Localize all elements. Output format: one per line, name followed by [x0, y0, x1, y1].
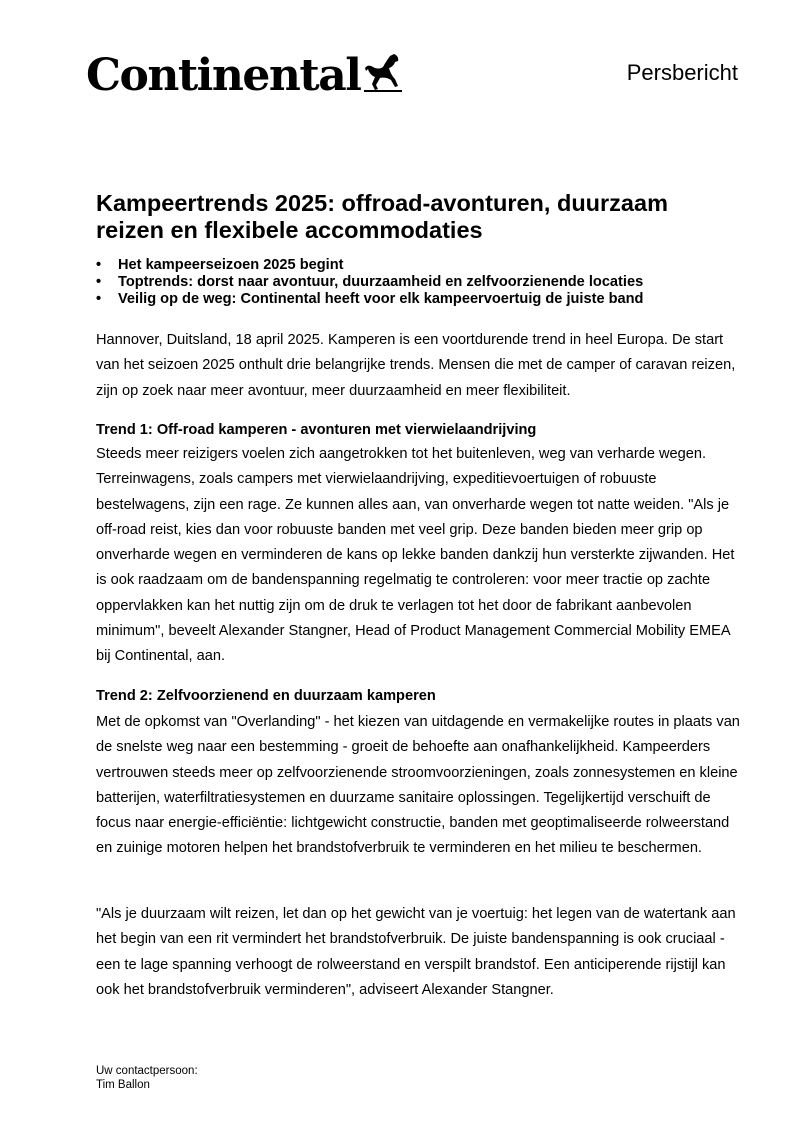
bullet-dot-icon: • — [96, 257, 102, 273]
trend2-heading: Trend 2: Zelfvoorzienend en duurzaam kamperen — [96, 688, 436, 704]
contact-label: Uw contactpersoon: — [96, 1065, 198, 1077]
logo-wordmark: Continental — [86, 50, 361, 101]
trend2-paragraph: Met de opkomst van "Overlanding" - het kiezen van uitdagende en vermakelijke routes in plaats van de snelste weg naar een bestemming - groeit de behoefte aan onafhankelijkheid. Kampeerders vertrouwen steeds meer op zelfvoorzienende stroomvoorzieningen, zoals zonnesystemen en kleine batterijen, waterfiltratiesystemen en duurzame sanitaire oplossingen. Tegelijkertijd verschuift de focus naar energie-efficiëntie: lichtgewicht constructie, banden met geoptimaliseerde rolweerstand en zuinige motoren helpen het brandstofverbruik te verminderen en het milieu te beschermen. — [96, 714, 740, 857]
trend1-heading: Trend 1: Off-road kamperen - avonturen met vierwielaandrijving — [96, 422, 537, 438]
article-title: Kampeertrends 2025: offroad-avonturen, duurzaam reizen en flexibele accommodaties — [96, 190, 668, 243]
intro-paragraph: Hannover, Duitsland, 18 april 2025. Kamperen is een voortdurende trend in heel Europa. De start van het seizoen 2025 onthult drie belangrijke trends. Mensen die met de camper of caravan reizen, zijn op zoek naar meer avontuur, meer duurzaamheid en meer flexibiliteit. — [96, 332, 736, 399]
bullet-dot-icon: • — [96, 291, 102, 307]
quote-paragraph: "Als je duurzaam wilt reizen, let dan op het gewicht van je voertuig: het legen van de watertank aan het begin van een rit vermindert het brandstofverbruik. De juiste bandenspanning is ook cruciaal - een te lage spanning verhoogt de rolweerstand en verspilt brandstof. Een anticiperende rijstijl kan ook het brandstofverbruik verminderen", adviseert Alexander Stangner. — [96, 906, 736, 998]
bullet-dot-icon: • — [96, 274, 102, 290]
highlights-list — [96, 257, 746, 308]
document-type-label: Persbericht — [626, 60, 738, 85]
contact-block — [96, 1064, 198, 1092]
prancing-horse-icon — [364, 52, 402, 92]
continental-logo — [86, 40, 402, 101]
highlight-item: • Veilig op de weg: Continental heeft voor elk kampeervoertuig de juiste band — [96, 291, 644, 307]
highlight-item: • Toptrends: dorst naar avontuur, duurzaamheid en zelfvoorzienende locaties — [96, 274, 644, 290]
contact-name: Tim Ballon — [96, 1079, 150, 1091]
trend1-paragraph: Steeds meer reizigers voelen zich aangetrokken tot het buitenleven, weg van verharde wegen. Terreinwagens, zoals campers met vierwielaandrijving, expeditievoertuigen of robuuste bestelwagens, zijn een rage. Ze kunnen alles aan, van onverharde wegen tot natte weiden. "Als je off-road reist, kies dan voor robuuste banden met veel grip. Deze banden bieden meer grip op onverharde wegen en verminderen de kans op lekke banden dankzij hun versterkte zijwanden. Het is ook raadzaam om de bandenspanning regelmatig te controleren: voor meer tractie op zachte oppervlakken kan het nuttig zijn om de druk te verlagen tot het door de fabrikant aanbevolen minimum", beveelt Alexander Stangner, Head of Product Management Commercial Mobility EMEA bij Continental, aan. — [96, 446, 735, 665]
highlight-item: • Het kampeerseizoen 2025 begint — [96, 257, 344, 273]
